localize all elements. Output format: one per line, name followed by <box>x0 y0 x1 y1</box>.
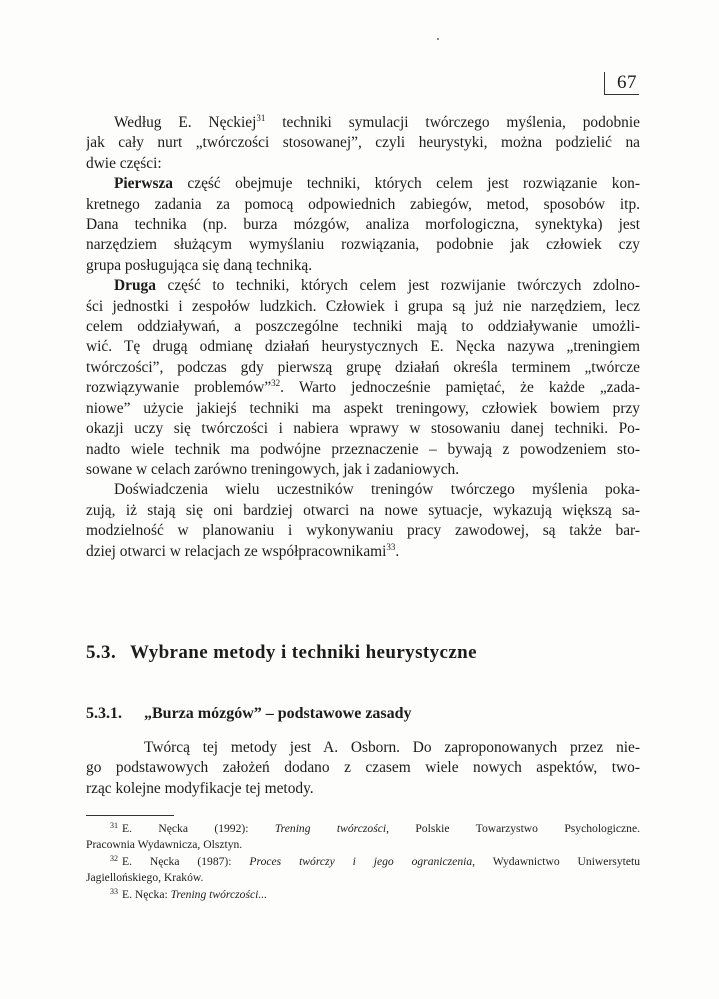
text-line: grupa posługująca się daną techniką. <box>86 256 313 274</box>
footnote-ref: 33 <box>386 541 396 552</box>
text-line: zują, iż stają się oni bardziej otwarci na nowe sytuacje, wykazują większą sa- <box>86 501 640 519</box>
footnotes <box>86 821 640 903</box>
text-line: go podstawowych założeń dodano z czasem wiele nowych aspektów, two- <box>86 759 640 777</box>
text-line: Według E. Nęckiej$^{31}$ techniki symulacji twórczego myślenia, podobnie <box>114 113 640 131</box>
section-number: 5.3. <box>86 642 117 663</box>
text-line: niowe” użycie jakiejś techniki ma aspekt treningowy, człowiek bowiem przy <box>86 399 640 417</box>
print-speck <box>437 38 439 40</box>
text-line: dwie części: <box>86 154 162 172</box>
footnote-continuation: Jagiellońskiego, Kraków. <box>86 871 204 885</box>
text-line: Twórcą tej metody jest A. Osborn. Do zaproponowanych przez nie- <box>144 739 640 756</box>
text-line: Dana technika (np. burza mózgów, analiza morfologiczna, synektyka) jest <box>86 216 640 234</box>
subsection-heading <box>86 703 412 725</box>
subsection-title-text: „Burza mózgów” – podstawowe zasady <box>144 705 412 722</box>
text-line: twórczości”, podczas gdy pierwszą grupę działań określa terminem „twórcze <box>86 358 640 376</box>
page-number: 67 <box>604 72 639 95</box>
footnote: $^{31}$ E. Nęcka (1992): Trening twórczości, Polskie Towarzystwo Psychologiczne. <box>110 821 641 835</box>
text-line: Doświadczenia wielu uczestników treningów twórczego myślenia poka- <box>114 481 640 499</box>
text-line: celem oddziaływań, a poszczególne techniki mają to oddziaływanie umożli- <box>86 318 640 336</box>
footnote: $^{33}$ E. Nęcka: Trening twórczości... <box>110 886 268 901</box>
text-line: narzędziem służącym wymyślaniu rozwiązania, podobnie jak człowiek czy <box>86 236 640 254</box>
text-line: Pierwsza część obejmuje techniki, których celem jest rozwiązanie kon- <box>114 175 640 193</box>
text-line: ści jednostki i zespołów ludzkich. Człowiek i grupa są już nie narzędziem, lecz <box>86 297 640 315</box>
section-heading <box>86 641 477 665</box>
text-line: rozwiązywanie problemów”$^{32}$. Warto jednocześnie pamiętać, że każde „zada- <box>86 378 640 397</box>
text-line: wić. Tę drugą odmianę działań heurystycznych E. Nęcka nazywa „treningiem <box>86 338 640 356</box>
footnote-divider <box>86 815 174 816</box>
subsection-body <box>86 738 640 799</box>
text-line: dziej otwarci w relacjach ze współpracownikami$^{33}$. <box>86 541 400 560</box>
bold-term: Druga <box>114 277 156 295</box>
bold-term: Pierwsza <box>114 175 173 193</box>
body-text <box>86 113 640 562</box>
text-line: Druga część to techniki, których celem jest rozwijanie twórczych zdolno- <box>114 277 640 295</box>
footnote-continuation: Pracownia Wydawnicza, Olsztyn. <box>86 838 243 852</box>
text-line: sowane w celach zarówno treningowych, jak i zadaniowych. <box>86 460 460 478</box>
subsection-number: 5.3.1. <box>86 705 122 722</box>
footnote-ref: 31 <box>256 113 266 123</box>
text-line: kretnego zadania za pomocą odpowiednich zabiegów, metod, sposobów itp. <box>86 195 640 213</box>
text-line: okazji uczy się twórczości i nabiera wprawy w stosowaniu danej techniki. Po- <box>86 420 640 438</box>
text-line: rząc kolejne modyfikacje tej metody. <box>86 779 314 797</box>
text-line: jak cały nurt „twórczości stosowanej”, czyli heurystyki, można podzielić na <box>86 134 640 152</box>
text-line: nadto wiele technik ma podwójne przeznaczenie – bywają z powodzeniem sto- <box>86 440 640 458</box>
text-line: modzielność w planowaniu i wykonywaniu pracy zawodowej, są także bar- <box>86 522 640 540</box>
footnote: $^{32}$ E. Nęcka (1987): Proces twórczy i jego ograniczenia, Wydawnictwo Uniwersytetu <box>110 853 640 868</box>
footnote-ref: 32 <box>271 378 281 389</box>
section-title-text: Wybrane metody i techniki heurystyczne <box>130 642 477 663</box>
